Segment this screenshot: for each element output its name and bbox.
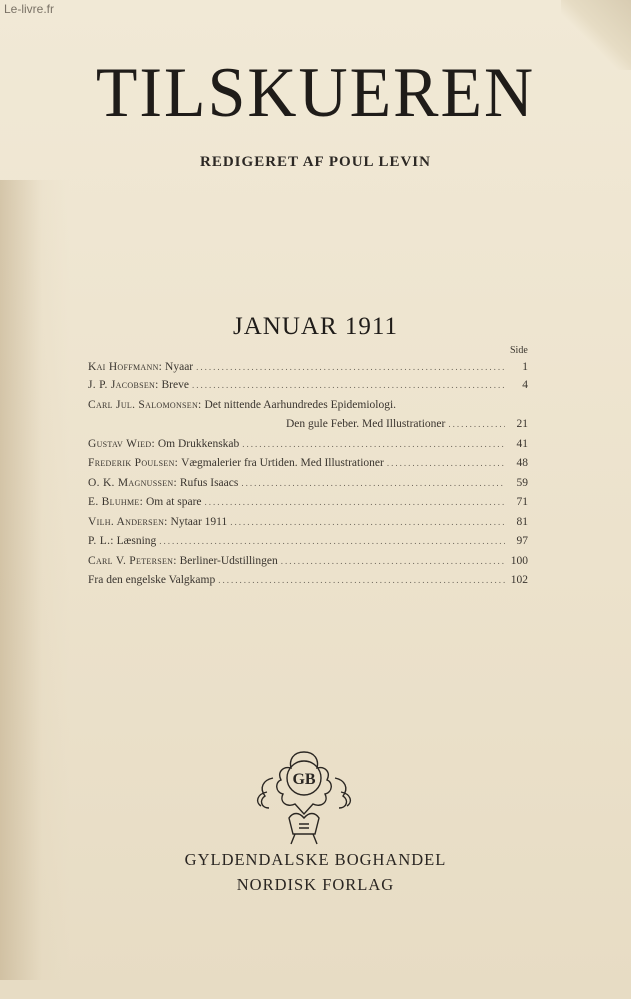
toc-page: 21 bbox=[516, 418, 528, 430]
monogram-icon bbox=[253, 748, 355, 848]
toc-page: 71 bbox=[516, 496, 528, 508]
toc-title: Breve bbox=[161, 379, 189, 391]
toc-page: 41 bbox=[516, 437, 528, 450]
toc-page: 100 bbox=[510, 554, 528, 567]
toc-page: 97 bbox=[516, 535, 528, 547]
toc-title: Nytaar 1911 bbox=[170, 515, 228, 528]
toc-side-label: Side bbox=[510, 345, 528, 356]
toc-title: Rufus Isaacs bbox=[179, 476, 239, 489]
publisher-name: GYLDENDALSKE BOGHANDEL bbox=[184, 850, 447, 869]
toc-page: 1 bbox=[522, 361, 528, 373]
toc-row bbox=[88, 358, 528, 376]
magazine-title: TILSKUEREN bbox=[95, 52, 536, 132]
toc-row bbox=[88, 474, 528, 494]
toc-row bbox=[88, 454, 528, 474]
watermark-text: Le-livre.fr bbox=[4, 2, 55, 16]
publisher-monogram-emblem bbox=[253, 748, 355, 848]
toc-author: Carl V. Petersen: bbox=[88, 554, 177, 567]
toc-title: Den gule Feber. Med Illustrationer bbox=[286, 418, 446, 430]
leader-dots bbox=[448, 415, 505, 435]
leader-dots bbox=[196, 358, 505, 376]
toc-author: J. P. Jacobsen: bbox=[88, 379, 159, 391]
toc-row bbox=[88, 552, 528, 572]
leader-dots bbox=[192, 376, 505, 396]
toc-author: Gustav Wied: bbox=[88, 437, 155, 450]
toc-page: 102 bbox=[510, 574, 528, 586]
leader-dots bbox=[159, 532, 505, 552]
toc-row bbox=[88, 435, 528, 455]
leader-dots bbox=[241, 474, 505, 494]
toc-author: O. K. Magnussen: bbox=[88, 476, 178, 489]
toc-title: Fra den engelske Valgkamp bbox=[88, 574, 216, 586]
toc-page: 48 bbox=[516, 457, 528, 469]
toc-row bbox=[88, 396, 528, 416]
toc-page: 4 bbox=[522, 379, 528, 391]
toc-title: Læsning bbox=[116, 535, 157, 547]
toc-author: E. Bluhme: bbox=[88, 496, 144, 508]
leader-dots bbox=[387, 454, 505, 474]
toc-title: Nyaar bbox=[165, 361, 194, 373]
toc-title: Det nittende Aarhundredes Epidemiologi. bbox=[204, 398, 397, 411]
monogram-letters: GB bbox=[292, 771, 316, 788]
toc-page: 81 bbox=[516, 515, 528, 528]
toc-title: Om at spare bbox=[145, 496, 202, 508]
leader-dots bbox=[281, 552, 505, 572]
leader-dots bbox=[230, 513, 505, 533]
publisher-imprint: NORDISK FORLAG bbox=[236, 875, 395, 894]
toc-author: P. L.: bbox=[88, 535, 114, 547]
toc-author: Frederik Poulsen: bbox=[88, 457, 179, 469]
issue-date: JANUAR 1911 bbox=[233, 313, 398, 340]
toc-title: Berliner-Udstillingen bbox=[179, 554, 278, 567]
toc-title: Vægmalerier fra Urtiden. Med Illustrationer bbox=[181, 457, 384, 469]
toc-row-continuation bbox=[88, 415, 528, 435]
toc-author: Carl Jul. Salomonsen: bbox=[88, 398, 202, 411]
toc-author: Vilh. Andersen: bbox=[88, 515, 168, 528]
toc-author: Kai Hoffmann: bbox=[88, 361, 163, 373]
toc-page: 59 bbox=[516, 476, 528, 489]
toc-title: Om Drukkenskab bbox=[157, 437, 240, 450]
toc-row bbox=[88, 513, 528, 533]
toc-row bbox=[88, 493, 528, 513]
toc-row bbox=[88, 571, 528, 591]
table-of-contents bbox=[88, 358, 528, 591]
leader-dots bbox=[205, 493, 505, 513]
editor-line: REDIGERET AF POUL LEVIN bbox=[200, 154, 431, 170]
toc-row bbox=[88, 532, 528, 552]
leader-dots bbox=[218, 571, 505, 591]
toc-row bbox=[88, 376, 528, 396]
leader-dots bbox=[242, 435, 505, 455]
